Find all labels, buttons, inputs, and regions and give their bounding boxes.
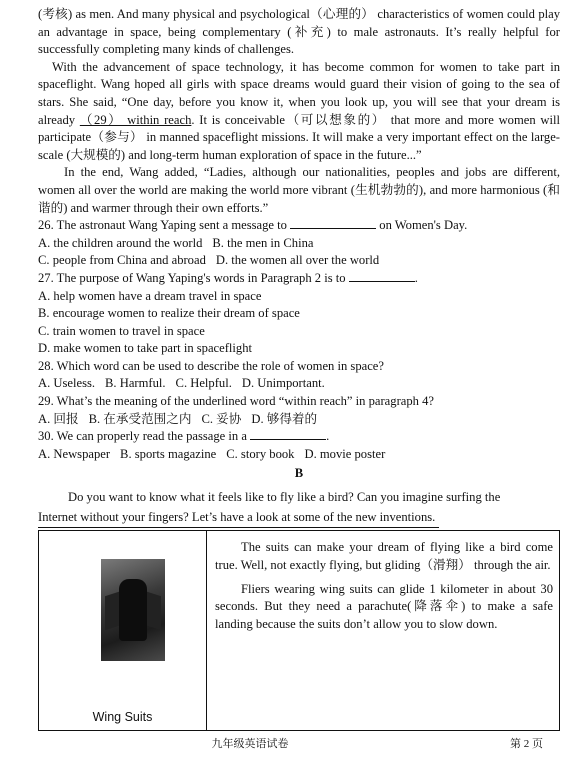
- option-a[interactable]: A. help women have a dream travel in space: [38, 288, 262, 303]
- question-stem: 30. We can properly read the passage in a: [38, 429, 247, 444]
- question-28: [38, 358, 560, 393]
- option-b[interactable]: B. Harmful.: [105, 376, 166, 391]
- footer-title: 九年级英语试卷: [211, 738, 289, 750]
- invention-image-cell: [39, 531, 207, 731]
- passage-a: [38, 6, 560, 528]
- invention-paragraph-1: The suits can make your dream of flying like a bird come true. Well, not exactly flying, but gliding（滑翔） through the air.: [215, 540, 553, 572]
- option-b[interactable]: B. sports magazine: [120, 446, 217, 461]
- question-stem-end: .: [414, 270, 418, 285]
- option-a[interactable]: A. Useless.: [38, 376, 96, 391]
- option-c[interactable]: C. train women to travel in space: [38, 323, 205, 338]
- question-stem: 27. The purpose of Wang Yaping's words in Paragraph 2 is to: [38, 270, 346, 285]
- question-29: [38, 393, 560, 428]
- option-c[interactable]: C. story book: [226, 446, 295, 461]
- paragraph-2: [38, 59, 560, 165]
- section-b-intro: Do you want to know what it feels like to fly like a bird? Can you imagine surfing the: [68, 490, 501, 505]
- option-d[interactable]: D. 够得着的: [251, 411, 318, 426]
- option-a[interactable]: A. the children around the world: [38, 235, 203, 250]
- option-b[interactable]: B. encourage women to realize their dream of space: [38, 306, 300, 321]
- paragraph-2-rest: . It is conceivable（可以想象的） that more and more women will participate（参与） in manned spaceflight missions. It will make a very important effect on the large-scale (大规模的) and long-term human exploration of space in the future...”: [38, 112, 560, 162]
- question-stem: 28. Which word can be used to describe the role of women in space?: [38, 358, 384, 373]
- question-26: [38, 217, 560, 270]
- answer-blank: [290, 217, 376, 229]
- invention-paragraph-2: Fliers wearing wing suits can glide 1 kilometer in about 30 seconds. But they need a parachute(降落伞) to make a safe landing because the suits don’t allow you to slow down.: [215, 581, 553, 632]
- option-d[interactable]: D. movie poster: [304, 446, 386, 461]
- option-c[interactable]: C. Helpful.: [175, 376, 232, 391]
- wing-suit-photo: [101, 559, 165, 661]
- option-c[interactable]: C. 妥协: [201, 411, 242, 426]
- question-stem: 26. The astronaut Wang Yaping sent a message to: [38, 218, 287, 233]
- page-number: 第 2 页: [510, 738, 543, 750]
- answer-blank: [250, 428, 326, 440]
- section-b-intro-line-2: Internet without your fingers? Let’s have a look at some of the new inventions.: [38, 507, 439, 528]
- table-row: [39, 531, 560, 731]
- option-a[interactable]: A. Newspaper: [38, 446, 111, 461]
- section-b-heading: B: [294, 466, 304, 481]
- paragraph-2-text: With the advancement of space technology, it has become common for women to take part in spaceflight. Wang hoped all girls with space dreams would guard their vision of going to the sea of stars. She said, “One day, before you know it, when you look up, you will see that your dream is already: [38, 59, 560, 127]
- option-b[interactable]: B. the men in China: [212, 235, 314, 250]
- paragraph-1: (考核) as men. And many physical and psychological（心理的） characteristics of women could play an advantage in space, being complementary (补充) to male astronauts. It’s really helpful for successfully completing many kinds of challenges.: [38, 7, 560, 57]
- option-a[interactable]: A. 回报: [38, 411, 79, 426]
- option-b[interactable]: B. 在承受范围之内: [88, 411, 192, 426]
- question-stem: 29. What’s the meaning of the underlined word “within reach” in paragraph 4?: [38, 394, 434, 409]
- option-d[interactable]: D. make women to take part in spaceflight: [38, 341, 253, 356]
- question-30: [38, 428, 560, 463]
- question-27: [38, 270, 560, 358]
- option-d[interactable]: D. Unimportant.: [241, 376, 325, 391]
- inventions-table: [38, 530, 560, 731]
- question-stem-end: .: [326, 429, 330, 444]
- answer-blank: [349, 270, 415, 282]
- underlined-within-reach: （29） within reach: [79, 112, 192, 127]
- paragraph-3: In the end, Wang added, “Ladies, although our nationalities, peoples and jobs are different, women all over the world are making the world more vibrant (生机勃勃的), and more harmonious (和谐的) and warmer through their own efforts.”: [38, 165, 560, 215]
- image-caption: Wing Suits: [92, 710, 153, 724]
- question-stem-end: on Women's Day.: [379, 218, 468, 233]
- option-d[interactable]: D. the women all over the world: [215, 253, 380, 268]
- option-c[interactable]: C. people from China and abroad: [38, 253, 206, 268]
- invention-description-cell: [207, 531, 560, 731]
